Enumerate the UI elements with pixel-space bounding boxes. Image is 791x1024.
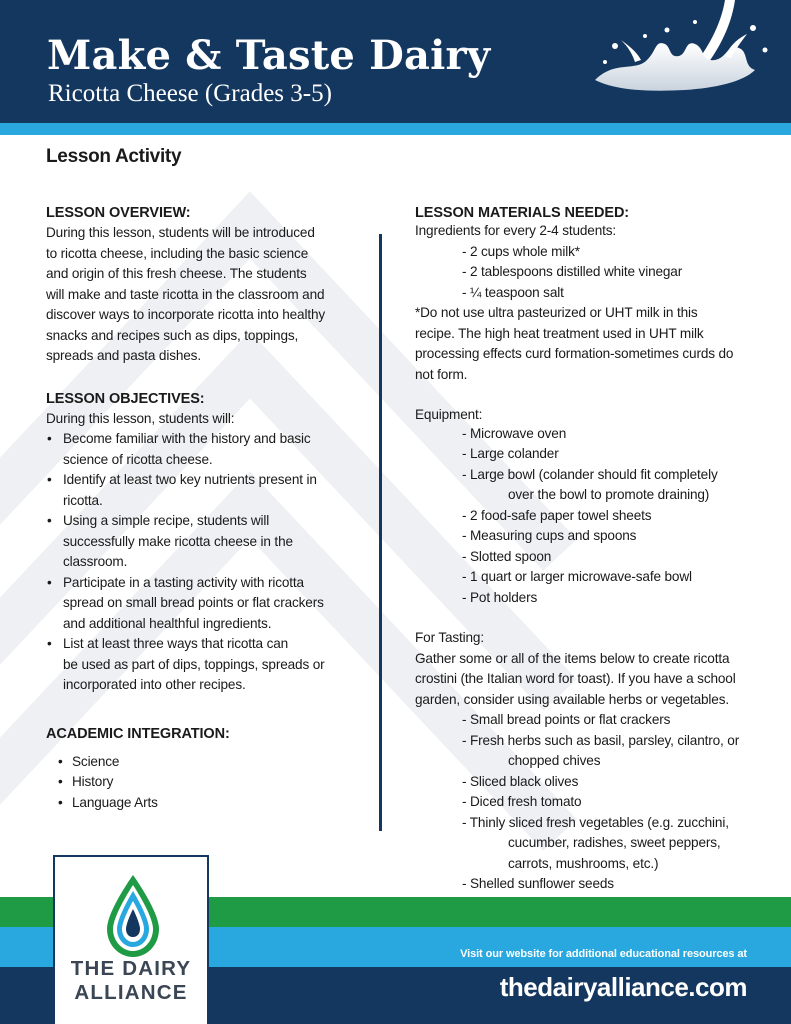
list-item: • Become familiar with the history and basic science of ricotta cheese. — [46, 429, 346, 470]
list-item: • History — [46, 772, 346, 793]
drop-logo-icon — [103, 873, 163, 959]
list-item: - Large bowl (colander should fit completely over the bowl to promote draining) — [462, 466, 718, 502]
ingredients-intro: Ingredients for every 2-4 students: — [415, 223, 617, 238]
right-column — [415, 203, 755, 915]
text-line: spreads and pasta dishes. — [46, 348, 201, 363]
list-item: • Participate in a tasting activity with ricotta spread on small bread points or flat crackers and additional healthful ingredients. — [46, 573, 346, 635]
header-stripe — [0, 123, 791, 135]
list-item: • Science — [46, 752, 346, 773]
tasting-heading: For Tasting: — [415, 630, 484, 645]
overview-heading: LESSON OVERVIEW: — [46, 205, 191, 221]
overview-text — [46, 223, 346, 367]
text-line: snacks and recipes such as dips, toppings, — [46, 327, 299, 343]
list-item: - ¼ teaspoon salt — [462, 284, 564, 300]
integration-list — [46, 752, 346, 814]
logo-text-line1: THE DAIRY — [70, 957, 192, 980]
equipment-list — [415, 424, 755, 609]
list-item: • Using a simple recipe, students will successfully make ricotta cheese in the classroom. — [46, 511, 346, 573]
text-line: and origin of this fresh cheese. The students — [46, 266, 307, 281]
objectives-intro: During this lesson, students will: — [46, 410, 235, 426]
milk-splash-icon — [575, 0, 791, 123]
logo-text-line2: ALLIANCE — [74, 981, 188, 1004]
list-item: - 2 cups whole milk* — [462, 243, 580, 259]
list-item: - Large colander — [462, 446, 559, 461]
dairy-alliance-logo — [53, 855, 209, 1024]
text-line: During this lesson, students will be introduced — [46, 225, 315, 240]
list-item: - Shelled sunflower seeds — [462, 876, 614, 891]
integration-heading: ACADEMIC INTEGRATION: — [46, 725, 230, 742]
page-title: Make & Taste Dairy — [47, 32, 491, 79]
objectives-heading: LESSON OBJECTIVES: — [46, 390, 205, 407]
list-item: - Pot holders — [462, 589, 538, 605]
list-item: - Slotted spoon — [462, 548, 552, 564]
page-subtitle: Ricotta Cheese (Grades 3-5) — [48, 80, 332, 107]
column-divider — [379, 234, 382, 831]
list-item: - 2 tablespoons distilled white vinegar — [462, 264, 683, 279]
list-item: - Microwave oven — [462, 425, 567, 441]
list-item: - Diced fresh tomato — [462, 794, 582, 809]
list-item: • Identify at least two key nutrients present in ricotta. — [46, 470, 346, 511]
list-item: • Language Arts — [46, 793, 346, 814]
tasting-list — [415, 710, 755, 915]
list-item: - 1 quart or larger microwave-safe bowl — [462, 569, 692, 584]
list-item: - Small bread points or flat crackers — [462, 712, 671, 727]
tasting-intro: Gather some or all of the items below to create ricotta crostini (the Italian word for toast). If you have a school garden, consider using available herbs or vegetables. — [415, 650, 736, 707]
text-line: will make and taste ricotta in the classroom and — [46, 286, 325, 302]
list-item: • List at least three ways that ricotta can be used as part of dips, toppings, spreads or incorporated into other recipes. — [46, 634, 346, 696]
milk-note: *Do not use ultra pasteurized or UHT milk in this recipe. The high heat treatment used in UHT milk processing effects curd formation-sometimes curds do not form. — [415, 305, 734, 382]
left-column — [46, 203, 346, 813]
text-line: to ricotta cheese, including the basic science — [46, 245, 309, 261]
objectives-list — [46, 429, 346, 696]
list-item: - Measuring cups and spoons — [462, 528, 637, 543]
list-item: - Fresh herbs such as basil, parsley, cilantro, or chopped chives — [462, 732, 740, 768]
text-line: discover ways to incorporate ricotta into healthy — [46, 307, 326, 322]
equipment-heading: Equipment: — [415, 407, 483, 422]
section-label: Lesson Activity — [46, 146, 182, 167]
list-item: - Thinly sliced fresh vegetables (e.g. zucchini, cucumber, radishes, sweet peppers, carrots, mushrooms, etc.) — [462, 814, 729, 871]
list-item: - 2 food-safe paper towel sheets — [462, 507, 652, 523]
footer-note: Visit our website for additional educational resources at — [460, 948, 747, 960]
header-banner — [0, 0, 791, 123]
materials-heading: LESSON MATERIALS NEEDED: — [415, 205, 630, 221]
list-item: - Sliced black olives — [462, 773, 579, 789]
ingredients-list — [415, 242, 755, 304]
website-link[interactable]: thedairyalliance.com — [499, 972, 747, 1002]
